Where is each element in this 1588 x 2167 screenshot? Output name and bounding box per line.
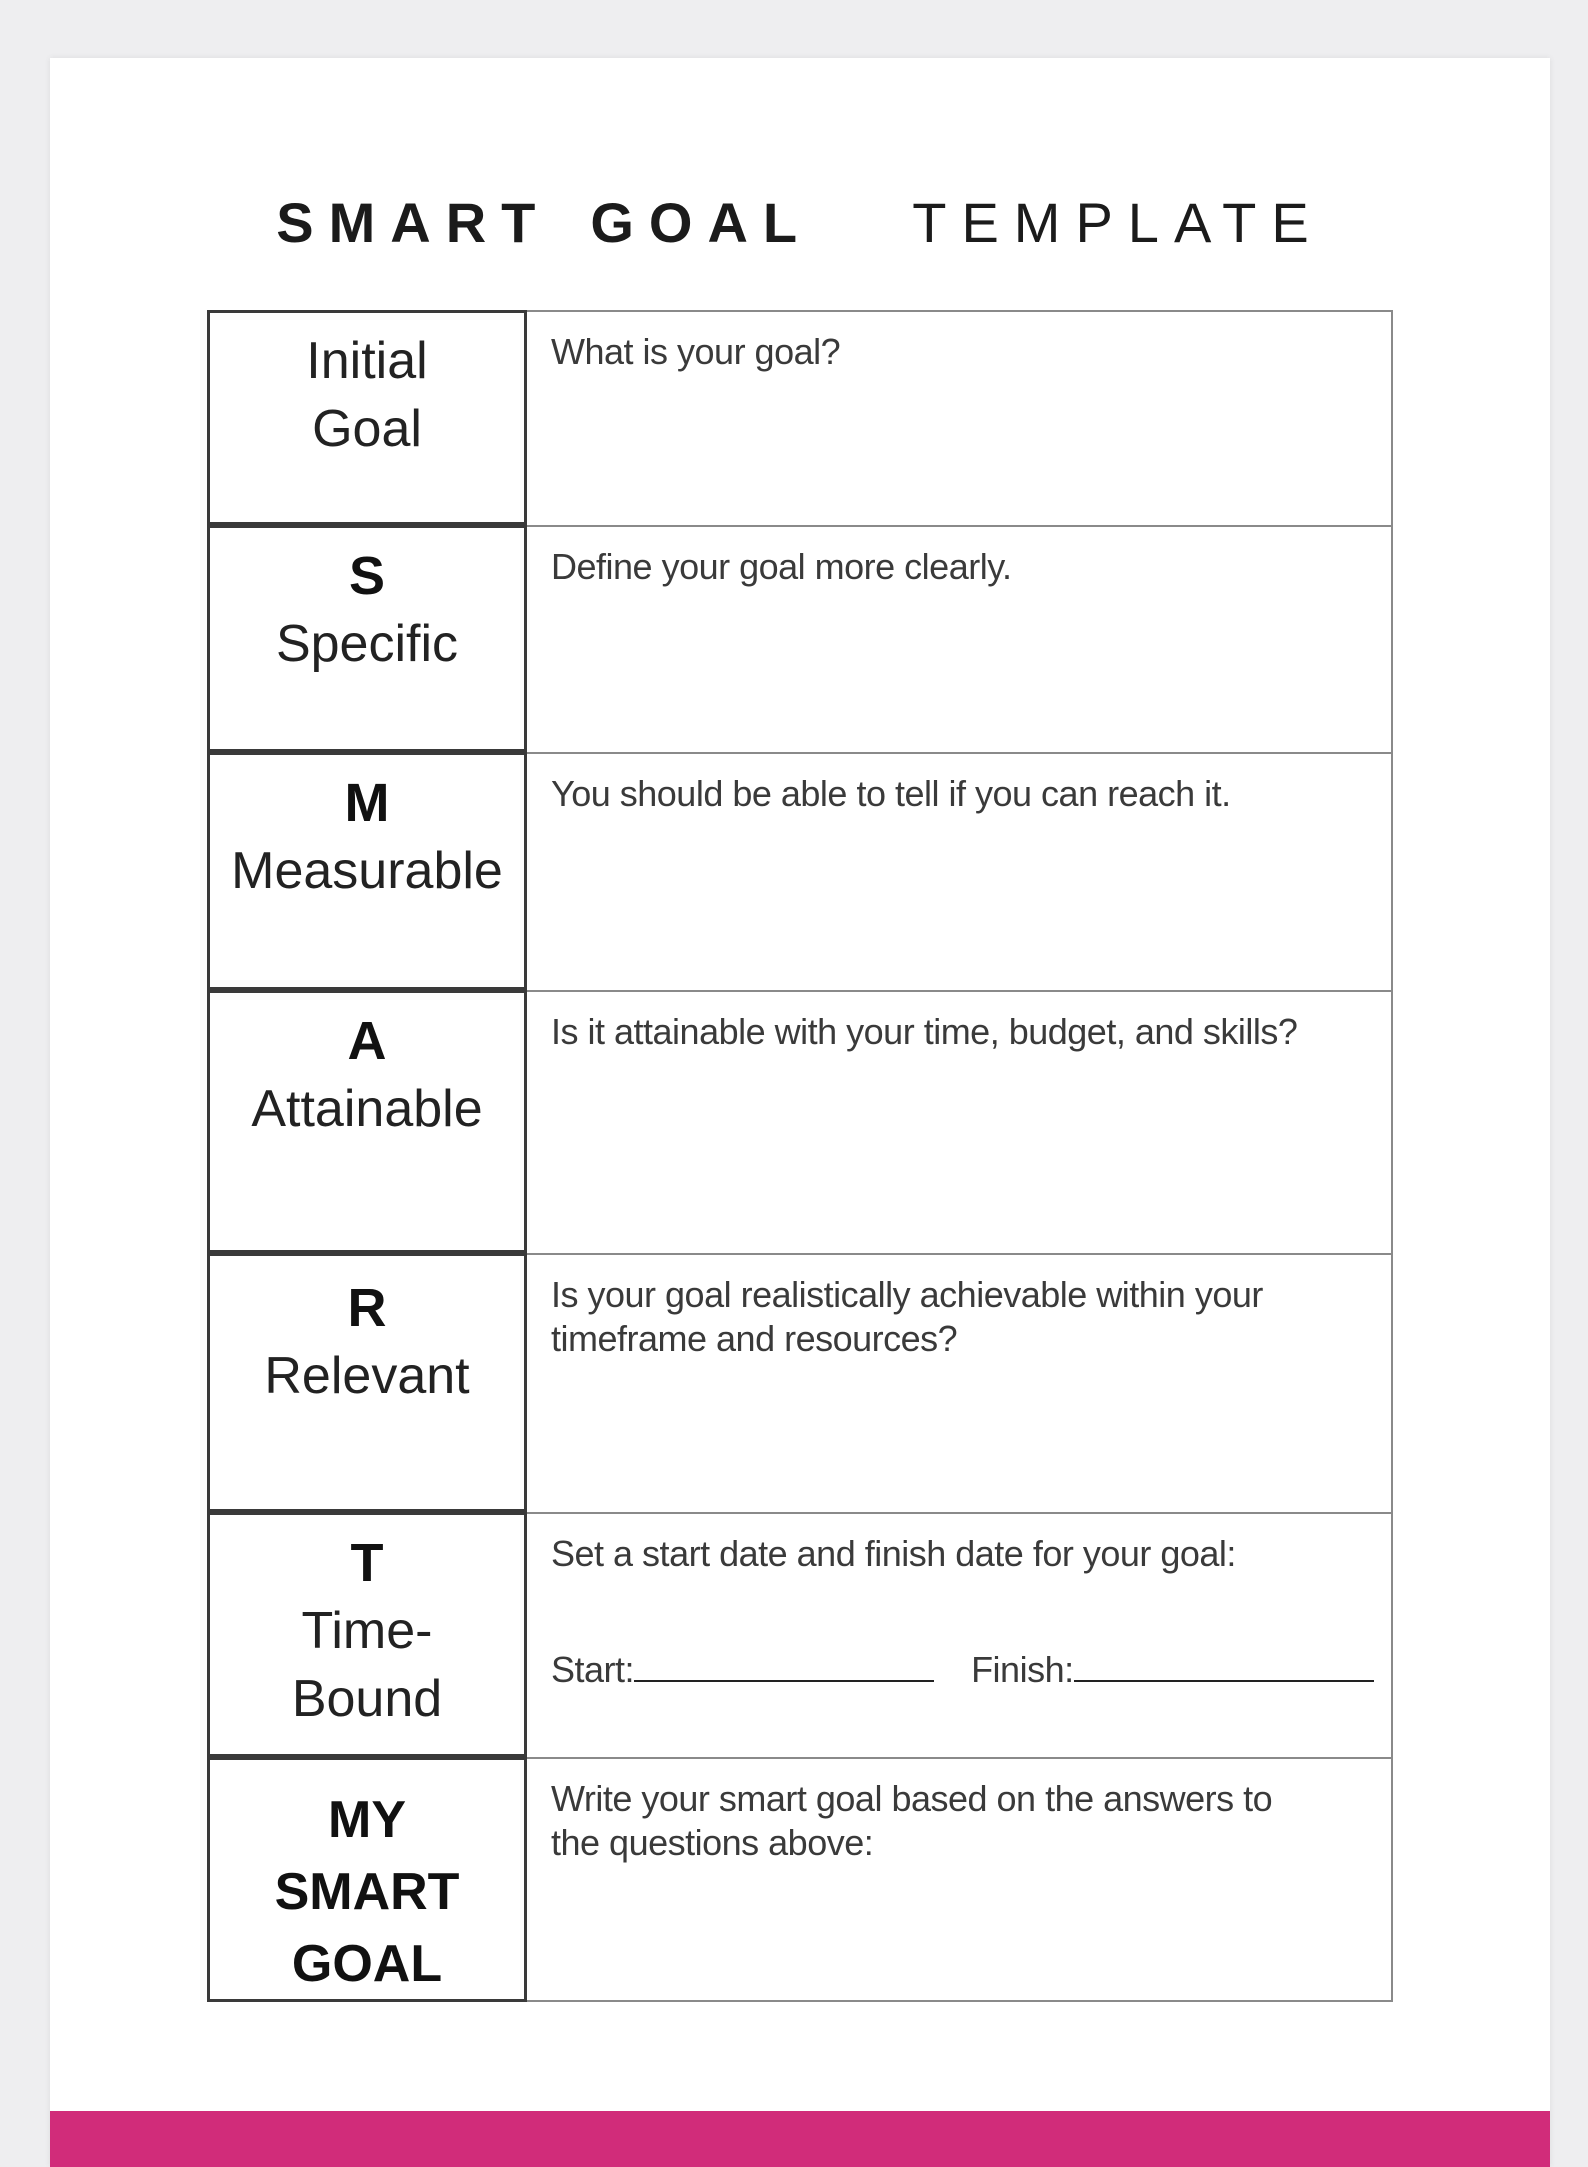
label-initial: Initial <box>306 332 428 390</box>
label-attainable: Attainable <box>251 1080 483 1138</box>
answer-field-measurable[interactable] <box>527 752 1393 990</box>
letter-a: A <box>347 1011 387 1071</box>
label-cell-attainable <box>207 990 527 1253</box>
date-fields <box>551 1648 1391 1692</box>
prompt-specific: Define your goal more clearly. <box>551 546 1012 587</box>
label-cell-relevant <box>207 1253 527 1512</box>
label-time: Time- <box>301 1602 433 1660</box>
page-title <box>50 190 1550 255</box>
answer-field-initial-goal[interactable] <box>527 310 1393 525</box>
start-date-field[interactable] <box>634 1650 934 1682</box>
letter-t: T <box>350 1533 384 1593</box>
finish-label: Finish: <box>971 1649 1074 1690</box>
label-my: MY <box>328 1791 406 1849</box>
label-specific: Specific <box>275 615 459 673</box>
title-bold-part: SMART GOAL <box>276 191 813 254</box>
letter-s: S <box>348 546 386 606</box>
answer-field-attainable[interactable] <box>527 990 1393 1253</box>
label-cell-measurable <box>207 752 527 990</box>
prompt-relevant-line-2: timeframe and resources? <box>551 1318 958 1359</box>
label-goal: Goal <box>312 400 422 458</box>
answer-field-relevant[interactable] <box>527 1253 1393 1512</box>
prompt-smart-goal-line-2: the questions above: <box>551 1822 874 1863</box>
finish-date-field[interactable] <box>1074 1650 1374 1682</box>
row-attainable <box>207 990 1393 1253</box>
letter-r: R <box>347 1278 387 1338</box>
row-relevant <box>207 1253 1393 1512</box>
letter-m: M <box>344 773 390 833</box>
row-my-smart-goal <box>207 1757 1393 2002</box>
smart-goal-table <box>207 310 1393 2002</box>
row-measurable <box>207 752 1393 990</box>
accent-footer-bar <box>50 2111 1550 2167</box>
label-cell-specific <box>207 525 527 752</box>
row-time-bound <box>207 1512 1393 1757</box>
title-light-part: TEMPLATE <box>912 191 1324 254</box>
prompt-initial-goal: What is your goal? <box>551 331 841 372</box>
prompt-measurable: You should be able to tell if you can reach it. <box>551 773 1231 814</box>
prompt-attainable: Is it attainable with your time, budget, and skills? <box>551 1011 1298 1052</box>
row-specific <box>207 525 1393 752</box>
label-cell-time-bound <box>207 1512 527 1757</box>
label-goal-final: GOAL <box>291 1935 443 1993</box>
label-bound: Bound <box>291 1670 443 1728</box>
start-label: Start: <box>551 1649 635 1690</box>
prompt-smart-goal-line-1: Write your smart goal based on the answers to <box>551 1778 1273 1819</box>
label-measurable: Measurable <box>231 842 503 900</box>
row-initial-goal <box>207 310 1393 525</box>
answer-field-my-smart-goal[interactable] <box>527 1757 1393 2002</box>
label-cell-initial-goal <box>207 310 527 525</box>
template-page <box>50 58 1550 2167</box>
answer-field-specific[interactable] <box>527 525 1393 752</box>
prompt-relevant-line-1: Is your goal realistically achievable within your <box>551 1274 1263 1315</box>
label-relevant: Relevant <box>264 1347 470 1405</box>
answer-field-time-bound <box>527 1512 1393 1757</box>
label-cell-my-smart-goal <box>207 1757 527 2002</box>
prompt-time-bound: Set a start date and finish date for your goal: <box>551 1533 1236 1574</box>
label-smart: SMART <box>274 1863 460 1921</box>
